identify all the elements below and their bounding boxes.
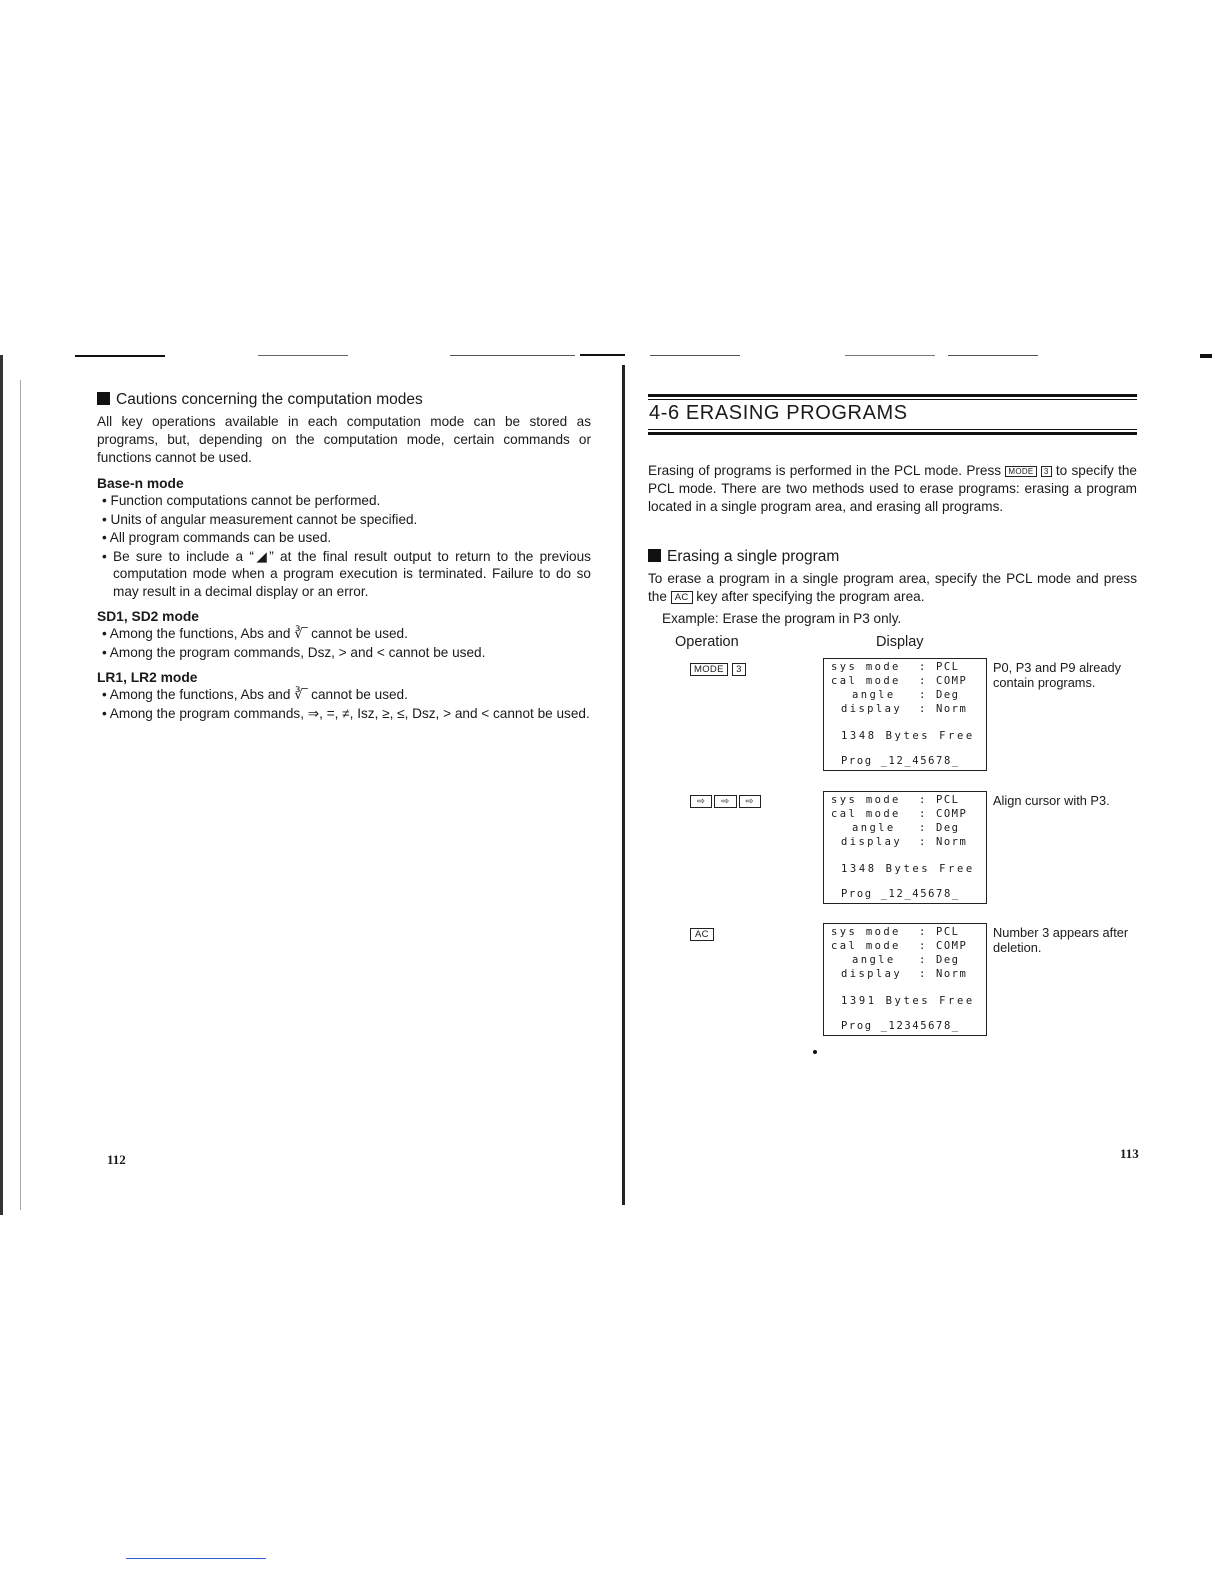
step-1-note: P0, P3 and P9 already contain programs. bbox=[993, 660, 1122, 690]
lcd-label: sys mode bbox=[831, 661, 901, 673]
ac-key: AC bbox=[671, 591, 693, 604]
lcd-label: angle bbox=[852, 822, 896, 834]
erasing-intro: Erasing of programs is performed in the PCL mode. Press MODE 3 to specify the PCL mode. There are two methods used to erase programs: erasing a program located in a single program area, and erasing all programs. bbox=[648, 463, 1137, 514]
lcd-label: sys mode bbox=[831, 794, 901, 806]
list-item: • Units of angular measurement cannot be specified. bbox=[102, 511, 418, 527]
lcd-program-line: Prog _12345678_ bbox=[841, 1020, 960, 1032]
left-page bbox=[97, 391, 591, 723]
step-2-note: Align cursor with P3. bbox=[993, 793, 1110, 808]
square-bullet-icon bbox=[97, 392, 110, 405]
section-title-lr: LR1, LR2 mode bbox=[97, 670, 198, 685]
lcd-value: COMP bbox=[936, 940, 968, 952]
lcd-screen-step-3: sys mode : PCL cal mode : COMP angle : Deg display : Norm 1391 Bytes Free Prog _12345678_ bbox=[823, 923, 987, 1036]
mode-key: MODE bbox=[690, 663, 728, 676]
binding-gutter bbox=[622, 365, 625, 1205]
list-item: • Among the functions, Abs and ∛‾ cannot be used. bbox=[102, 687, 408, 702]
lcd-value: Norm bbox=[936, 703, 968, 715]
section-title-base-n: Base-n mode bbox=[97, 476, 184, 491]
scan-edge-mark bbox=[1200, 354, 1212, 358]
lcd-value: Deg bbox=[936, 954, 960, 966]
lcd-label: display bbox=[841, 703, 903, 715]
lcd-label: cal mode bbox=[831, 808, 901, 820]
operation-column-header: Operation bbox=[675, 634, 739, 650]
cautions-heading-text: Cautions concerning the computation modes bbox=[116, 391, 423, 408]
lcd-value: Norm bbox=[936, 836, 968, 848]
lcd-label: angle bbox=[852, 954, 896, 966]
ac-key: AC bbox=[690, 928, 714, 941]
section-title: 4-6 ERASING PROGRAMS bbox=[649, 402, 908, 424]
list-item: • Be sure to include a “◢” at the final result output to return to the previous computation mode when a program execution is terminated. Failure to do so may result in a decimal display or an error. bbox=[102, 548, 591, 599]
step-3-note: Number 3 appears after deletion. bbox=[993, 925, 1129, 955]
lcd-label: display bbox=[841, 968, 903, 980]
list-item: • Among the program commands, ⇒, =, ≠, Isz, ≥, ≤, Dsz, > and < cannot be used. bbox=[102, 705, 590, 721]
cautions-intro: All key operations available in each computation mode can be stored as programs, but, depending on the computation mode, certain commands or functions cannot be used. bbox=[97, 414, 591, 465]
step-1-keys bbox=[690, 660, 746, 678]
lcd-program-line: Prog _12_45678_ bbox=[841, 755, 960, 767]
list-item: • Among the functions, Abs and ∛‾ cannot be used. bbox=[102, 626, 408, 641]
scan-artifact-line bbox=[126, 1558, 266, 1559]
step-3-keys bbox=[690, 925, 714, 943]
square-bullet-icon bbox=[648, 549, 661, 562]
mode-key: MODE bbox=[1005, 466, 1036, 477]
lcd-program-line: Prog _12_45678_ bbox=[841, 888, 960, 900]
page-number-left: 112 bbox=[107, 1152, 126, 1167]
lcd-screen-step-1: sys mode : PCL cal mode : COMP angle : Deg display : Norm 1348 Bytes Free Prog _12_45678_ bbox=[823, 658, 987, 771]
lcd-value: COMP bbox=[936, 675, 968, 687]
lcd-screen-step-2: sys mode : PCL cal mode : COMP angle : Deg display : Norm 1348 Bytes Free Prog _12_45678_ bbox=[823, 791, 987, 904]
lcd-value: COMP bbox=[936, 808, 968, 820]
erasing-single-para: To erase a program in a single program area, specify the PCL mode and press the AC key after specifying the program area. bbox=[648, 571, 1137, 604]
stray-dot bbox=[813, 1050, 817, 1054]
scan-edge-line bbox=[258, 355, 348, 356]
lcd-label: angle bbox=[852, 689, 896, 701]
scan-edge-line bbox=[845, 355, 935, 356]
erasing-single-heading-text: Erasing a single program bbox=[667, 548, 840, 565]
lcd-value: Deg bbox=[936, 822, 960, 834]
three-key: 3 bbox=[732, 663, 746, 676]
lcd-value: Deg bbox=[936, 689, 960, 701]
example-label: Example: Erase the program in P3 only. bbox=[662, 611, 902, 626]
scan-edge-line bbox=[450, 355, 575, 356]
right-arrow-key: ⇨ bbox=[739, 795, 761, 808]
title-rule-top-thin bbox=[648, 399, 1137, 400]
lcd-value: PCL bbox=[936, 794, 960, 806]
step-2-keys bbox=[690, 792, 761, 810]
list-item: • Function computations cannot be performed. bbox=[102, 493, 381, 508]
lcd-label: sys mode bbox=[831, 926, 901, 938]
lcd-label: cal mode bbox=[831, 940, 901, 952]
left-page-edge bbox=[0, 355, 3, 1215]
lcd-value: PCL bbox=[936, 926, 960, 938]
scan-edge-line bbox=[580, 354, 625, 356]
right-arrow-key: ⇨ bbox=[714, 795, 736, 808]
three-key: 3 bbox=[1041, 466, 1052, 477]
title-rule-top bbox=[648, 394, 1137, 397]
scan-edge-line bbox=[650, 355, 740, 356]
lcd-bytes-free: 1391 Bytes Free bbox=[841, 995, 975, 1007]
lcd-label: cal mode bbox=[831, 675, 901, 687]
section-title-sd: SD1, SD2 mode bbox=[97, 609, 199, 624]
erasing-single-heading bbox=[648, 548, 839, 566]
display-column-header: Display bbox=[876, 634, 924, 650]
lcd-label: display bbox=[841, 836, 903, 848]
list-item: • Among the program commands, Dsz, > and < cannot be used. bbox=[102, 644, 486, 660]
list-item: • All program commands can be used. bbox=[102, 530, 332, 545]
lcd-bytes-free: 1348 Bytes Free bbox=[841, 730, 975, 742]
cautions-heading bbox=[97, 391, 591, 409]
lcd-bytes-free: 1348 Bytes Free bbox=[841, 863, 975, 875]
lcd-value: Norm bbox=[936, 968, 968, 980]
title-rule-bottom bbox=[648, 432, 1137, 435]
right-arrow-key: ⇨ bbox=[690, 795, 712, 808]
scan-edge-line bbox=[948, 355, 1038, 356]
left-page-edge-inner bbox=[20, 380, 21, 1210]
title-rule-bottom-thin bbox=[648, 429, 1137, 430]
scan-edge-line bbox=[75, 355, 165, 357]
lcd-value: PCL bbox=[936, 661, 960, 673]
page-number-right: 113 bbox=[1120, 1146, 1139, 1161]
